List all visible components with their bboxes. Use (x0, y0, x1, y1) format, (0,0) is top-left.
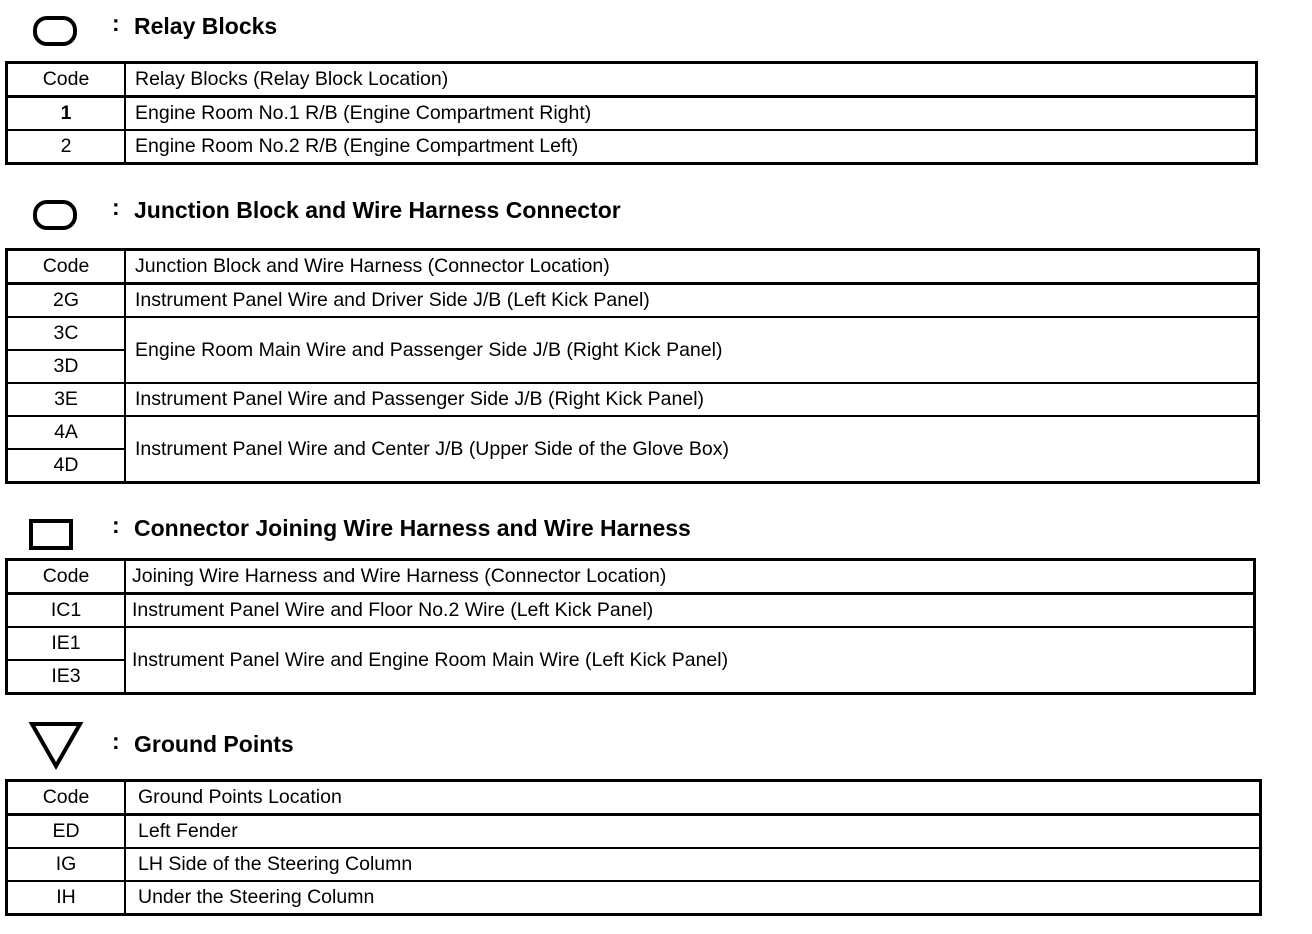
table-row (7, 284, 1259, 318)
section-title: Ground Points (134, 731, 294, 757)
table-header-row (7, 63, 1257, 97)
description-cell: Instrument Panel Wire and Engine Room Main Wire (Left Kick Panel) (125, 627, 1255, 694)
code-cell: 3D (7, 350, 126, 383)
description-cell: Engine Room No.1 R/B (Engine Compartment Right) (125, 97, 1257, 131)
description-cell: Engine Room Main Wire and Passenger Side J/B (Right Kick Panel) (125, 317, 1259, 383)
description-column-header: Junction Block and Wire Harness (Connector Location) (125, 250, 1259, 284)
code-cell: IE1 (7, 627, 126, 660)
code-cell: 2G (7, 284, 126, 318)
code-column-header: Code (7, 63, 126, 97)
heading-colon: : (112, 10, 120, 36)
description-cell: Left Fender (125, 815, 1261, 849)
section-title: Relay Blocks (134, 13, 278, 39)
table-row (7, 383, 1259, 416)
section-heading (0, 184, 800, 224)
code-cell: 2 (7, 130, 126, 164)
description-cell: Instrument Panel Wire and Driver Side J/B (Left Kick Panel) (125, 284, 1259, 318)
code-cell: 4D (7, 449, 126, 483)
table-row (7, 97, 1257, 131)
heading-colon: : (112, 512, 120, 538)
connector-symbol-icon (29, 519, 73, 550)
description-cell: Instrument Panel Wire and Passenger Side J/B (Right Kick Panel) (125, 383, 1259, 416)
table-header-row (7, 781, 1261, 815)
description-cell: Engine Room No.2 R/B (Engine Compartment Left) (125, 130, 1257, 164)
ground-points-table (5, 779, 1262, 916)
code-column-header: Code (7, 250, 126, 284)
description-cell: Under the Steering Column (125, 881, 1261, 915)
table-row (7, 416, 1259, 449)
code-cell: 1 (7, 97, 126, 131)
junction-block-symbol-icon (33, 200, 77, 230)
section-heading (0, 718, 800, 758)
relay-block-symbol-icon (33, 16, 77, 46)
table-header-row (7, 250, 1259, 284)
heading-colon: : (112, 194, 120, 220)
description-cell: Instrument Panel Wire and Center J/B (Upper Side of the Glove Box) (125, 416, 1259, 483)
table-row (7, 815, 1261, 849)
code-cell: IC1 (7, 594, 126, 628)
table-row (7, 130, 1257, 164)
code-column-header: Code (7, 560, 126, 594)
table-row (7, 627, 1255, 660)
heading-colon: : (112, 728, 120, 754)
section-heading (0, 502, 800, 542)
code-cell: IE3 (7, 660, 126, 694)
code-cell: 3E (7, 383, 126, 416)
code-cell: IH (7, 881, 126, 915)
junction-block-table (5, 248, 1260, 484)
description-cell: LH Side of the Steering Column (125, 848, 1261, 881)
section-title: Connector Joining Wire Harness and Wire Harness (134, 515, 691, 541)
code-cell: 3C (7, 317, 126, 350)
relay-blocks-table (5, 61, 1258, 165)
table-row (7, 848, 1261, 881)
code-cell: IG (7, 848, 126, 881)
code-cell: ED (7, 815, 126, 849)
table-row (7, 881, 1261, 915)
description-cell: Instrument Panel Wire and Floor No.2 Wire (Left Kick Panel) (125, 594, 1255, 628)
description-column-header: Joining Wire Harness and Wire Harness (Connector Location) (125, 560, 1255, 594)
section-heading (0, 0, 800, 40)
connector-table (5, 558, 1256, 695)
code-cell: 4A (7, 416, 126, 449)
code-column-header: Code (7, 781, 126, 815)
table-row (7, 317, 1259, 350)
table-header-row (7, 560, 1255, 594)
description-column-header: Relay Blocks (Relay Block Location) (125, 63, 1257, 97)
table-row (7, 594, 1255, 628)
ground-point-symbol-icon (28, 718, 86, 772)
section-title: Junction Block and Wire Harness Connector (134, 197, 621, 223)
description-column-header: Ground Points Location (125, 781, 1261, 815)
